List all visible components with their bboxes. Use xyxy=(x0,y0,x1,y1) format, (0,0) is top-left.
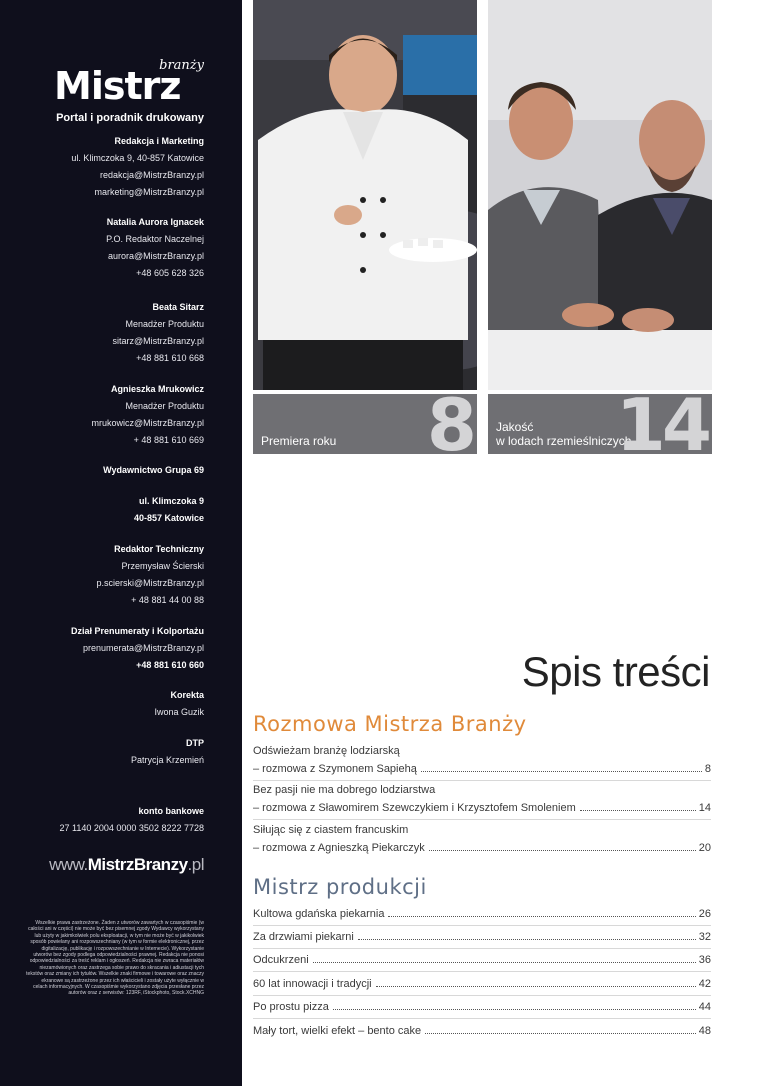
phone-number: + 48 881 44 00 88 xyxy=(131,595,204,605)
toc-entry[interactable] xyxy=(253,781,711,817)
two-men-illustration xyxy=(488,0,712,390)
leader-dots xyxy=(388,915,695,917)
feature-page-number: 8 xyxy=(426,383,473,467)
feature-caption-text: Jakość w lodach rzemieślniczych xyxy=(496,420,632,448)
sidebar xyxy=(0,0,242,1086)
phone-number: +48 881 610 668 xyxy=(136,353,204,363)
toc-page-number: 42 xyxy=(698,978,711,990)
toc-entry[interactable] xyxy=(253,998,711,1016)
toc-entry[interactable] xyxy=(253,928,711,946)
toc-page-number: 14 xyxy=(698,802,711,814)
email-link[interactable]: p.scierski@MistrzBranzy.pl xyxy=(96,578,204,588)
toc-entry[interactable] xyxy=(253,742,711,778)
leader-dots xyxy=(421,770,702,772)
toc-page-number: 48 xyxy=(698,1025,711,1037)
phone-number: +48 881 610 660 xyxy=(136,660,204,670)
toc-entry-title: Odcukrzeni xyxy=(253,954,309,966)
section-title: Mistrz produkcji xyxy=(253,875,427,899)
logo-subtext: branży xyxy=(159,58,204,73)
publisher-city: 40-857 Katowice xyxy=(133,513,204,523)
block-heading: Korekta xyxy=(170,690,204,700)
email-link[interactable]: redakcja@MistrzBranzy.pl xyxy=(100,170,204,180)
block-heading: DTP xyxy=(186,738,204,748)
email-link[interactable]: marketing@MistrzBranzy.pl xyxy=(94,187,204,197)
phone-number: +48 605 628 326 xyxy=(136,268,204,278)
toc-entry[interactable] xyxy=(253,951,711,969)
toc-entry[interactable] xyxy=(253,975,711,993)
chef-illustration xyxy=(253,0,477,390)
email-link[interactable]: prenumerata@MistrzBranzy.pl xyxy=(82,643,204,653)
divider xyxy=(253,819,711,820)
divider xyxy=(253,971,711,972)
mistrz-branzy-logo xyxy=(54,58,206,108)
legal-notice: Wszelkie prawa zastrzeżone. Żaden z utworów zawartych w czasopiśmie (w całości ani w części) nie może być bez pisemnej zgody Wydawcy wykorzystany lub użyty w jakimkolwiek polu eksploatacji, w tym nie może być w jakikolwiek sposób powielany ani rozpowszechniany (w tym w formie elektronicznej, przez digitalizację, publikację i rozpowszechnianie w Internecie). Wykorzystanie utworów bez zgody podlega odpowiedzialności prawnej. Redakcja nie ponosi odpowiedzialności za treść reklam i ogłoszeń. Redakcja nie zwraca materiałów niezamówionych oraz zastrzega sobie prawo do skracania i adiustacji tych tekstów oraz zmiany ich tytułów. Wszelkie znaki firmowe i towarowe oraz znaczy ekranowe są zastrzeżone przez ich właścicieli i zostały użyte wyłącznie w celach informacyjnych. W czasopiśmie wykorzystano zdjęcia przesłane przez autorów oraz z serwisów: 123RF, iStockphoto, Stock.XCHNG xyxy=(26,920,204,997)
block-line: Przemysław Ścierski xyxy=(121,561,204,571)
block-line: ul. Klimczoka 9, 40-857 Katowice xyxy=(71,153,204,163)
toc-page-number: 36 xyxy=(698,954,711,966)
toc-entry-title: Siłując się z ciastem francuskim xyxy=(253,824,409,836)
publisher-name: Wydawnictwo Grupa 69 xyxy=(103,465,204,475)
block-line: Iwona Guzik xyxy=(154,707,204,717)
leader-dots xyxy=(333,1008,696,1010)
toc-entry-title: Kultowa gdańska piekarnia xyxy=(253,908,385,920)
toc-entry[interactable] xyxy=(253,821,711,857)
feature-caption-text: Premiera roku xyxy=(261,434,337,448)
phone-number: + 48 881 610 669 xyxy=(133,435,204,445)
block-heading: Natalia Aurora Ignacek xyxy=(106,217,204,227)
website-link[interactable] xyxy=(49,855,204,875)
block-line: Menadżer Produktu xyxy=(125,319,204,329)
feature-caption-2[interactable] xyxy=(488,383,712,467)
leader-dots xyxy=(429,849,696,851)
toc-entry-title: Odświeżam branżę lodziarską xyxy=(253,745,400,757)
toc-entry-subtitle: – rozmowa z Szymonem Sapiehą xyxy=(253,763,417,775)
leader-dots xyxy=(313,961,696,963)
toc-entry-title: Bez pasji nie ma dobrego lodziarstwa xyxy=(253,784,436,796)
toc-entry[interactable] xyxy=(253,905,711,923)
toc-entry-subtitle: – rozmowa z Sławomirem Szewczykiem i Krzysztofem Smoleniem xyxy=(253,802,576,814)
email-link[interactable]: sitarz@MistrzBranzy.pl xyxy=(112,336,204,346)
toc-page-number: 44 xyxy=(698,1001,711,1013)
block-heading: Redaktor Techniczny xyxy=(114,544,204,554)
bank-account: 27 1140 2004 0000 3502 8222 7728 xyxy=(59,823,204,833)
block-heading: konto bankowe xyxy=(138,806,204,816)
section-title: Rozmowa Mistrza Branży xyxy=(253,712,527,736)
block-heading: Agnieszka Mrukowicz xyxy=(110,384,204,394)
leader-dots xyxy=(580,809,696,811)
toc-page-number: 32 xyxy=(698,931,711,943)
url-prefix: www. xyxy=(49,855,88,874)
block-heading: Redakcja i Marketing xyxy=(114,136,204,146)
email-link[interactable]: aurora@MistrzBranzy.pl xyxy=(108,251,204,261)
logo-wordmark: Mistrz xyxy=(54,64,181,108)
leader-dots xyxy=(376,985,696,987)
leader-dots xyxy=(425,1032,696,1034)
divider xyxy=(253,995,711,996)
divider xyxy=(253,948,711,949)
toc-entry-title: Za drzwiami piekarni xyxy=(253,931,354,943)
toc-page-number: 20 xyxy=(698,842,711,854)
tagline: Portal i poradnik drukowany xyxy=(56,112,204,124)
divider xyxy=(253,925,711,926)
toc-entry-title: Mały tort, wielki efekt – bento cake xyxy=(253,1025,422,1037)
toc-page-number: 26 xyxy=(698,908,711,920)
block-line: P.O. Redaktor Naczelnej xyxy=(106,234,204,244)
block-heading: Beata Sitarz xyxy=(152,302,204,312)
publisher-street: ul. Klimczoka 9 xyxy=(138,496,204,506)
toc-entry-title: 60 lat innowacji i tradycji xyxy=(253,978,372,990)
toc-page-number: 8 xyxy=(704,763,711,775)
leader-dots xyxy=(358,938,696,940)
feature-caption-1[interactable] xyxy=(253,383,477,467)
toc-entry[interactable] xyxy=(253,1022,711,1040)
interview-photo xyxy=(488,0,712,390)
block-line: Menadżer Produktu xyxy=(125,401,204,411)
email-link[interactable]: mrukowicz@MistrzBranzy.pl xyxy=(91,418,204,428)
block-line: Patrycja Krzemień xyxy=(130,755,204,765)
url-main: MistrzBranzy xyxy=(87,855,188,874)
toc-entry-title: Po prostu pizza xyxy=(253,1001,329,1013)
chef-photo xyxy=(253,0,477,390)
toc-entry-subtitle: – rozmowa z Agnieszką Piekarczyk xyxy=(253,842,425,854)
divider xyxy=(253,1018,711,1019)
feature-page-number: 14 xyxy=(615,383,708,467)
url-suffix: .pl xyxy=(187,855,204,874)
toc-title: Spis treści xyxy=(521,648,710,695)
block-heading: Dział Prenumeraty i Kolportażu xyxy=(70,626,204,636)
